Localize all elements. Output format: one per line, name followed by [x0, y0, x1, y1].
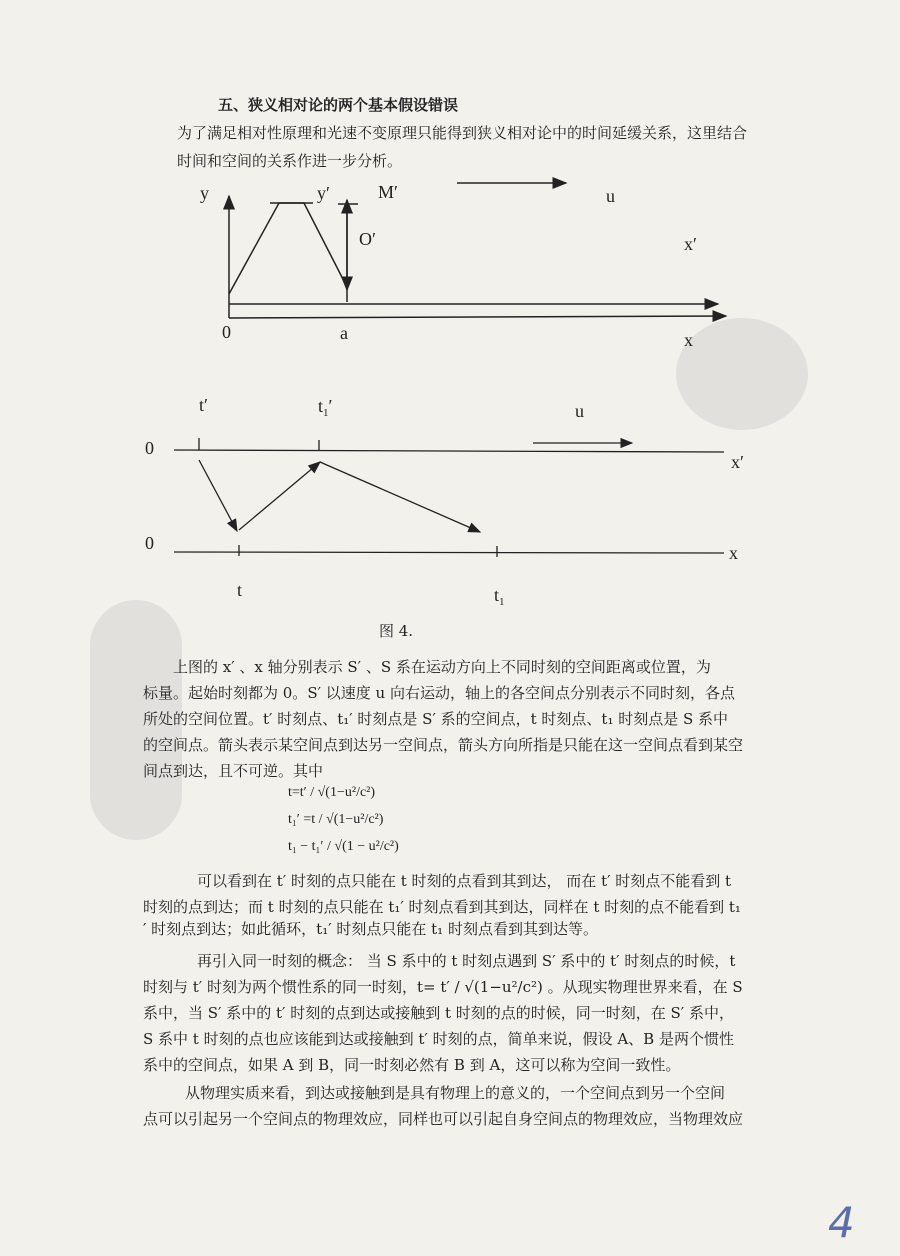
page-number: 4 — [828, 1198, 855, 1247]
paragraph-line: 所处的空间位置。t′ 时刻点、t₁′ 时刻点是 S′ 系的空间点，t 时刻点、t₁ 时刻点是 S 系中 — [143, 710, 729, 728]
x-prime-label-lower: x′ — [731, 452, 744, 472]
paragraph-line: 上图的 x′ 、x 轴分别表示 S′ 、S 系在运动方向上不同时刻的空间距离或位置，为 — [173, 658, 711, 676]
m-prime-label: M′ — [378, 182, 398, 202]
paragraph-line: 系中的空间点，如果 A 到 B，同一时刻必然有 B 到 A，这可以称为空间一致性。 — [143, 1056, 681, 1074]
intro-line: 为了满足相对性原理和光速不变原理只能得到狭义相对论中的时间延缓关系，这里结合 — [177, 124, 748, 142]
paragraph-line: 系中，当 S′ 系中的 t′ 时刻的点到达或接触到 t 时刻的点的时候，同一时刻，在 S′ 系中， — [143, 1004, 734, 1022]
origin-label: 0 — [222, 322, 231, 342]
paragraph-line: 标量。起始时刻都为 0。S′ 以速度 u 向右运动，轴上的各空间点分别表示不同时刻，各点 — [143, 684, 735, 702]
t-label: t — [237, 580, 243, 600]
a-label: a — [340, 323, 348, 343]
x-prime-label: x′ — [684, 234, 697, 254]
x-axis — [229, 316, 726, 318]
paragraph-line: 从物理实质来看，到达或接触到是具有物理上的意义的，一个空间点到另一个空间 — [185, 1084, 726, 1102]
zero-bottom-label: 0 — [145, 533, 154, 553]
section-heading: 五、狭义相对论的两个基本假设错误 — [218, 96, 459, 114]
formula: t=t′ / √(1−u²/c²) — [288, 785, 376, 800]
formula: t₁ − t₁′ / √(1 − u²/c²) — [288, 839, 399, 854]
intro-line: 时间和空间的关系作进一步分析。 — [177, 152, 403, 170]
paragraph-line: 间点到达，且不可逆。其中 — [143, 762, 324, 780]
x-label-lower: x — [729, 543, 738, 563]
t1-label: $t_1$ — [494, 585, 505, 608]
paragraph-line: 再引入同一时刻的概念： 当 S 系中的 t 时刻点遇到 S′ 系中的 t′ 时刻点的时候，t — [197, 952, 736, 970]
zero-top-label: 0 — [145, 438, 154, 458]
y-label: y — [200, 183, 209, 203]
paragraph-line: 时刻与 t′ 时刻为两个惯性系的同一时刻，t= t′ / √(1−u²/c²) 。从现实物理世界来看，在 S — [143, 978, 743, 996]
y-prime-label: y′ — [317, 183, 330, 203]
paragraph-line: 时刻的点到达；而 t 时刻的点只能在 t₁′ 时刻点看到其到达，同样在 t 时刻的点不能看到 t₁ — [143, 898, 741, 916]
u-label-lower: u — [575, 401, 584, 421]
formula: t₁′ =t / √(1−u²/c²) — [288, 812, 384, 827]
light-path — [229, 203, 347, 294]
o-prime-label: O′ — [359, 229, 376, 249]
paragraph-line: 的空间点。箭头表示某空间点到达另一空间点，箭头方向所指是只能在这一空间点看到某空 — [143, 736, 744, 754]
t1-prime-label: $t_1'$ — [318, 396, 333, 419]
paragraph-line: S 系中 t 时刻的点也应该能到达或接触到 t′ 时刻的点，简单来说，假设 A、B 是两个惯性 — [143, 1030, 734, 1048]
paragraph-line: 可以看到在 t′ 时刻的点只能在 t 时刻的点看到其到达， 而在 t′ 时刻点不能看到 t — [197, 872, 732, 890]
figure-caption: 图 4. — [379, 622, 414, 640]
x-prime-axis — [174, 450, 724, 452]
u-label: u — [606, 186, 615, 206]
x-label: x — [684, 330, 693, 350]
paragraph-line: ′ 时刻点到达；如此循环，t₁′ 时刻点只能在 t₁ 时刻点看到其到达等。 — [143, 920, 598, 938]
x-axis-lower — [174, 552, 724, 553]
paragraph-line: 点可以引起另一个空间点的物理效应，同样也可以引起自身空间点的物理效应，当物理效应 — [143, 1110, 744, 1128]
t-prime-label: t′ — [199, 395, 208, 415]
